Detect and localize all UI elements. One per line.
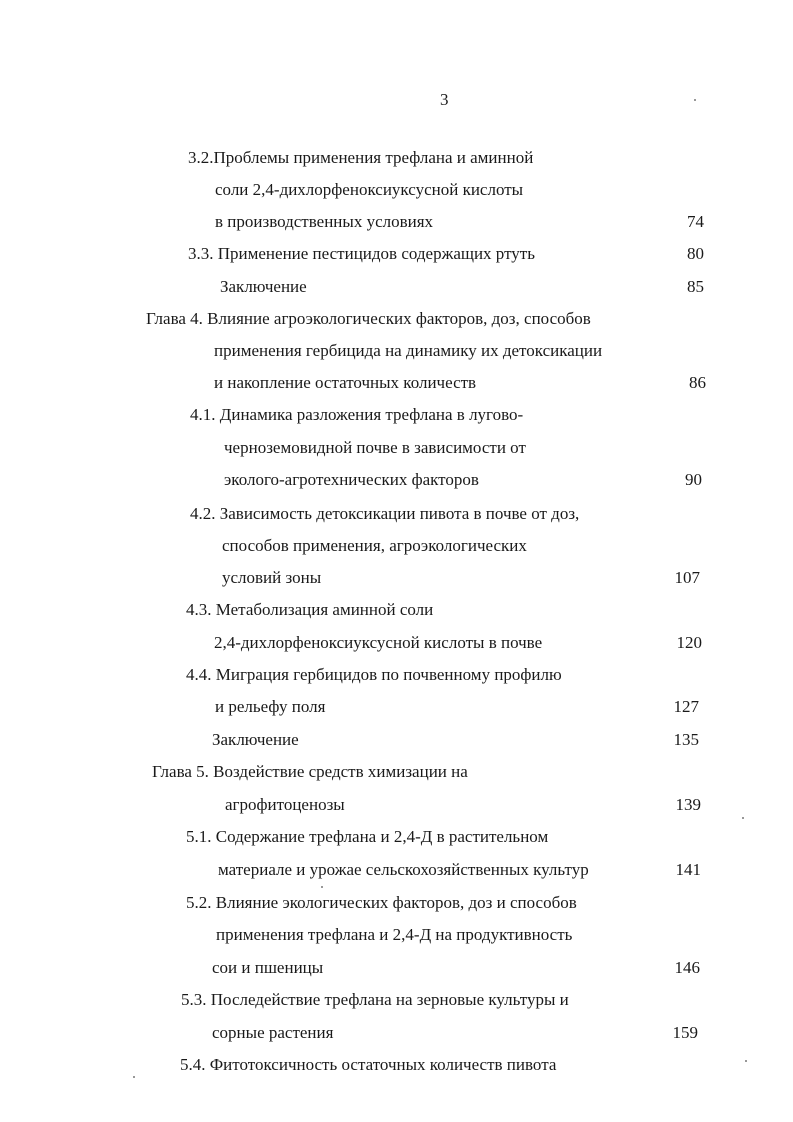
- toc-entry-line: Заключение: [220, 277, 307, 296]
- toc-entry-line: 3.3. Применение пестицидов содержащих ртуть: [188, 244, 535, 263]
- toc-entry-line: Глава 5. Воздействие средств химизации на: [152, 762, 468, 781]
- scan-speck: [694, 99, 696, 101]
- toc-entry-line: агрофитоценозы: [225, 795, 345, 814]
- toc-entry-line: 4.3. Метаболизация аминной соли: [186, 600, 434, 619]
- toc-entry-page: 107: [674, 568, 700, 587]
- toc-entry-page: 141: [675, 860, 701, 879]
- toc-entry-line: соли 2,4-дихлорфеноксиуксусной кислоты: [215, 180, 524, 199]
- toc-entry-line: применения гербицида на динамику их детоксикации: [214, 341, 603, 360]
- toc-entry-line: 5.3. Последействие трефлана на зерновые культуры и: [181, 990, 569, 1009]
- toc-entry-line: черноземовидной почве в зависимости от: [224, 438, 526, 457]
- toc-entry-line: сорные растения: [212, 1023, 334, 1042]
- toc-entry-line: Заключение: [212, 730, 299, 749]
- toc-entry-page: 74: [687, 212, 704, 231]
- toc-entry-line: в производственных условиях: [215, 212, 434, 231]
- toc-entry-line: сои и пшеницы: [212, 958, 324, 977]
- scan-speck: [133, 1076, 135, 1078]
- toc-entry-line: 5.1. Содержание трефлана и 2,4-Д в растительном: [186, 827, 549, 846]
- toc-entry-line: 5.2. Влияние экологических факторов, доз и способов: [186, 893, 577, 912]
- toc-entry-page: 139: [675, 795, 701, 814]
- scan-speck: [321, 886, 323, 888]
- toc-entry-line: 4.1. Динамика разложения трефлана в лугово-: [190, 405, 524, 424]
- toc-entry-page: 146: [674, 958, 700, 977]
- toc-entry-line: 4.2. Зависимость детоксикации пивота в почве от доз,: [190, 504, 580, 523]
- toc-entry-page: 135: [673, 730, 699, 749]
- toc-entry-line: 3.2.Проблемы применения трефлана и аминной: [188, 148, 534, 167]
- toc-entry-page: 85: [687, 277, 704, 296]
- page-number: 3: [440, 90, 449, 109]
- toc-entry-line: Глава 4. Влияние агроэкологических факторов, доз, способов: [146, 309, 591, 328]
- scan-speck: [745, 1060, 747, 1062]
- toc-entry-line: условий зоны: [222, 568, 322, 587]
- scan-speck: [742, 817, 744, 819]
- toc-entry-page: 127: [673, 697, 699, 716]
- toc-entry-page: 90: [685, 470, 702, 489]
- toc-entry-line: материале и урожае сельскохозяйственных культур: [218, 860, 589, 879]
- toc-entry-line: 4.4. Миграция гербицидов по почвенному профилю: [186, 665, 562, 684]
- toc-entry-line: и рельефу поля: [215, 697, 326, 716]
- toc-entry-line: и накопление остаточных количеств: [214, 373, 477, 392]
- toc-entry-line: эколого-агротехнических факторов: [224, 470, 479, 489]
- toc-entry-page: 80: [687, 244, 704, 263]
- toc-entry-line: применения трефлана и 2,4-Д на продуктивность: [216, 925, 573, 944]
- toc-entry-line: способов применения, агроэкологических: [222, 536, 527, 555]
- toc-entry-line: 5.4. Фитотоксичность остаточных количеств пивота: [180, 1055, 557, 1074]
- toc-entry-page: 86: [689, 373, 706, 392]
- toc-entry-line: 2,4-дихлорфеноксиуксусной кислоты в почве: [214, 633, 543, 652]
- toc-entry-page: 159: [672, 1023, 698, 1042]
- toc-entry-page: 120: [676, 633, 702, 652]
